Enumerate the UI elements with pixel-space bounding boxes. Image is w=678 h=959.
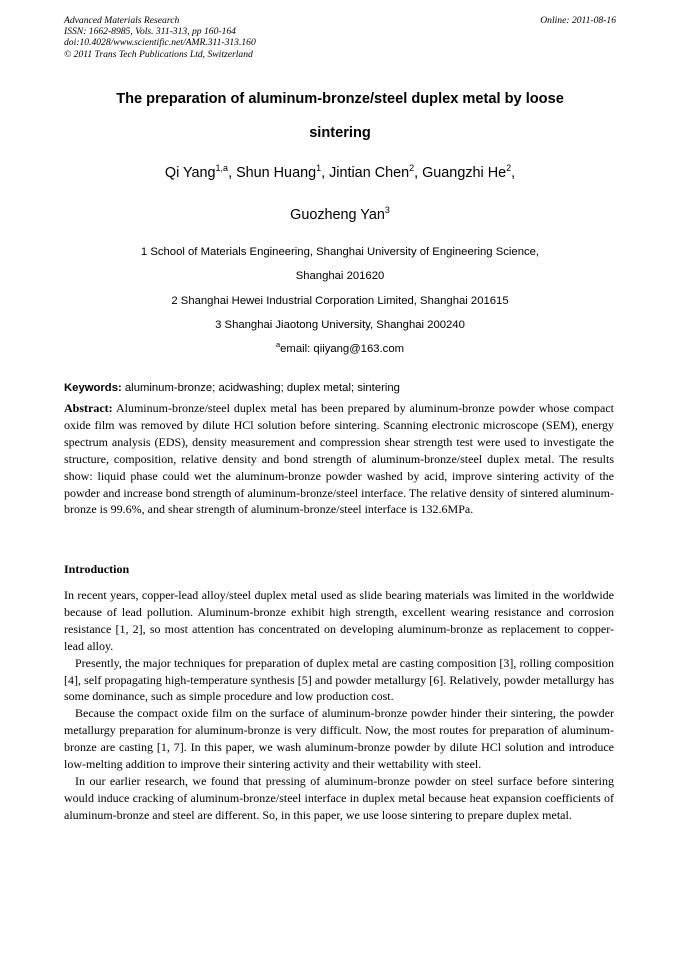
author-affiliation-mark: 1,a — [215, 163, 229, 173]
author-affiliation-mark: 2 — [506, 163, 512, 173]
abstract — [64, 400, 614, 518]
author-name: Guozheng Yan — [290, 207, 385, 223]
paragraph: Presently, the major techniques for preparation of duplex metal are casting composition [3], rolling composition [4], self propagating high-temperature synthesis [5] and powder metallurgy [6]. Relatively, powder metallurgy has some dominance, such as simple procedure and low production cost. — [64, 655, 614, 704]
author-list-continued — [64, 207, 616, 223]
abstract-label: Abstract: — [64, 401, 113, 415]
introduction-body — [64, 587, 614, 824]
paragraph: In our earlier research, we found that pressing of aluminum-bronze powder on steel surface before sintering would induce cracking of aluminum-bronze/steel interface in duplex metal because heat expansion coefficients of aluminum-bronze and steel are different. So, in this paper, we use loose sintering to prepare duplex metal. — [64, 773, 614, 822]
keywords-label: Keywords: — [64, 382, 122, 394]
online-date: Online: 2011-08-16 — [540, 15, 616, 26]
contact-email — [64, 340, 616, 355]
author-separator: , — [511, 165, 516, 181]
journal-doi: doi:10.4028/www.scientific.net/AMR.311-313.160 — [64, 37, 256, 49]
affiliation-3: 3 Shanghai Jiaotong University, Shanghai 200240 — [215, 319, 465, 331]
journal-name: Advanced Materials Research — [64, 15, 180, 26]
keywords — [64, 382, 616, 394]
author-list — [64, 165, 616, 181]
affiliation-1-line-2: Shanghai 201620 — [295, 270, 385, 282]
abstract-text: Aluminum-bronze/steel duplex metal has been prepared by aluminum-bronze powder whose compact oxide film was removed by dilute HCl solution before sintering. Scanning electronic microscope (SEM), energy spectrum analysis (EDS), density measurement and compression shear strength test were used to investigate the structure, composition, relative density and bond strength of aluminum-bronze/steel duplex metal. The results show: liquid phase could wet the aluminum-bronze powder washed by acid, improve sintering activity of the powder and increase bond strength of aluminum-bronze/steel interface. The relative density of sintered aluminum-bronze is 99.6%, and shear strength of aluminum-bronze/steel interface is 132.6MPa. — [64, 401, 614, 517]
author-affiliation-mark: 3 — [384, 205, 390, 215]
journal-copyright: © 2011 Trans Tech Publications Ltd, Switzerland — [64, 48, 253, 60]
author-name: Shun Huang — [236, 165, 317, 181]
affiliation-2: 2 Shanghai Hewei Industrial Corporation Limited, Shanghai 201615 — [171, 295, 509, 307]
journal-info — [64, 15, 616, 60]
affiliation-1-line-1: 1 School of Materials Engineering, Shanghai University of Engineering Science, — [140, 246, 540, 258]
author-affiliation-mark: 2 — [409, 163, 415, 173]
author-name: Jintian Chen — [329, 165, 410, 181]
keywords-text: aluminum-bronze; acidwashing; duplex metal; sintering — [121, 382, 400, 394]
paper-title-line-1: The preparation of aluminum-bronze/steel duplex metal by loose — [116, 91, 564, 107]
introduction-heading: Introduction — [64, 562, 130, 576]
email-text: email: qiiyang@163.com — [280, 343, 405, 355]
journal-header — [64, 15, 616, 60]
paper-title-line-2: sintering — [309, 125, 371, 141]
author-separator: , — [228, 165, 237, 181]
author-name: Guangzhi He — [422, 165, 507, 181]
author-separator: , — [414, 165, 423, 181]
author-affiliation-mark: 1 — [316, 163, 322, 173]
author-separator: , — [321, 165, 330, 181]
paragraph: Because the compact oxide film on the surface of aluminum-bronze powder hinder their sintering, the powder metallurgy preparation for aluminum-bronze is very difficult. Now, the most routes for preparation of aluminum-bronze are casting [1, 7]. In this paper, we wash aluminum-bronze powder by dilute HCl solution and introduce low-melting addition to improve their sintering activity and their wettability with steel. — [64, 706, 614, 772]
journal-issn: ISSN: 1662-8985, Vols. 311-313, pp 160-164 — [64, 26, 236, 38]
paragraph: In recent years, copper-lead alloy/steel duplex metal used as slide bearing materials was limited in the worldwide because of lead pollution. Aluminum-bronze exhibit high strength, excellent wearing resistance and corrosion resistance [1, 2], so most attention has concentrated on developing aluminum-bronze as replacement to copper-lead alloy. — [64, 588, 614, 653]
email-mark: a — [275, 340, 281, 349]
author-name: Qi Yang — [164, 165, 216, 181]
